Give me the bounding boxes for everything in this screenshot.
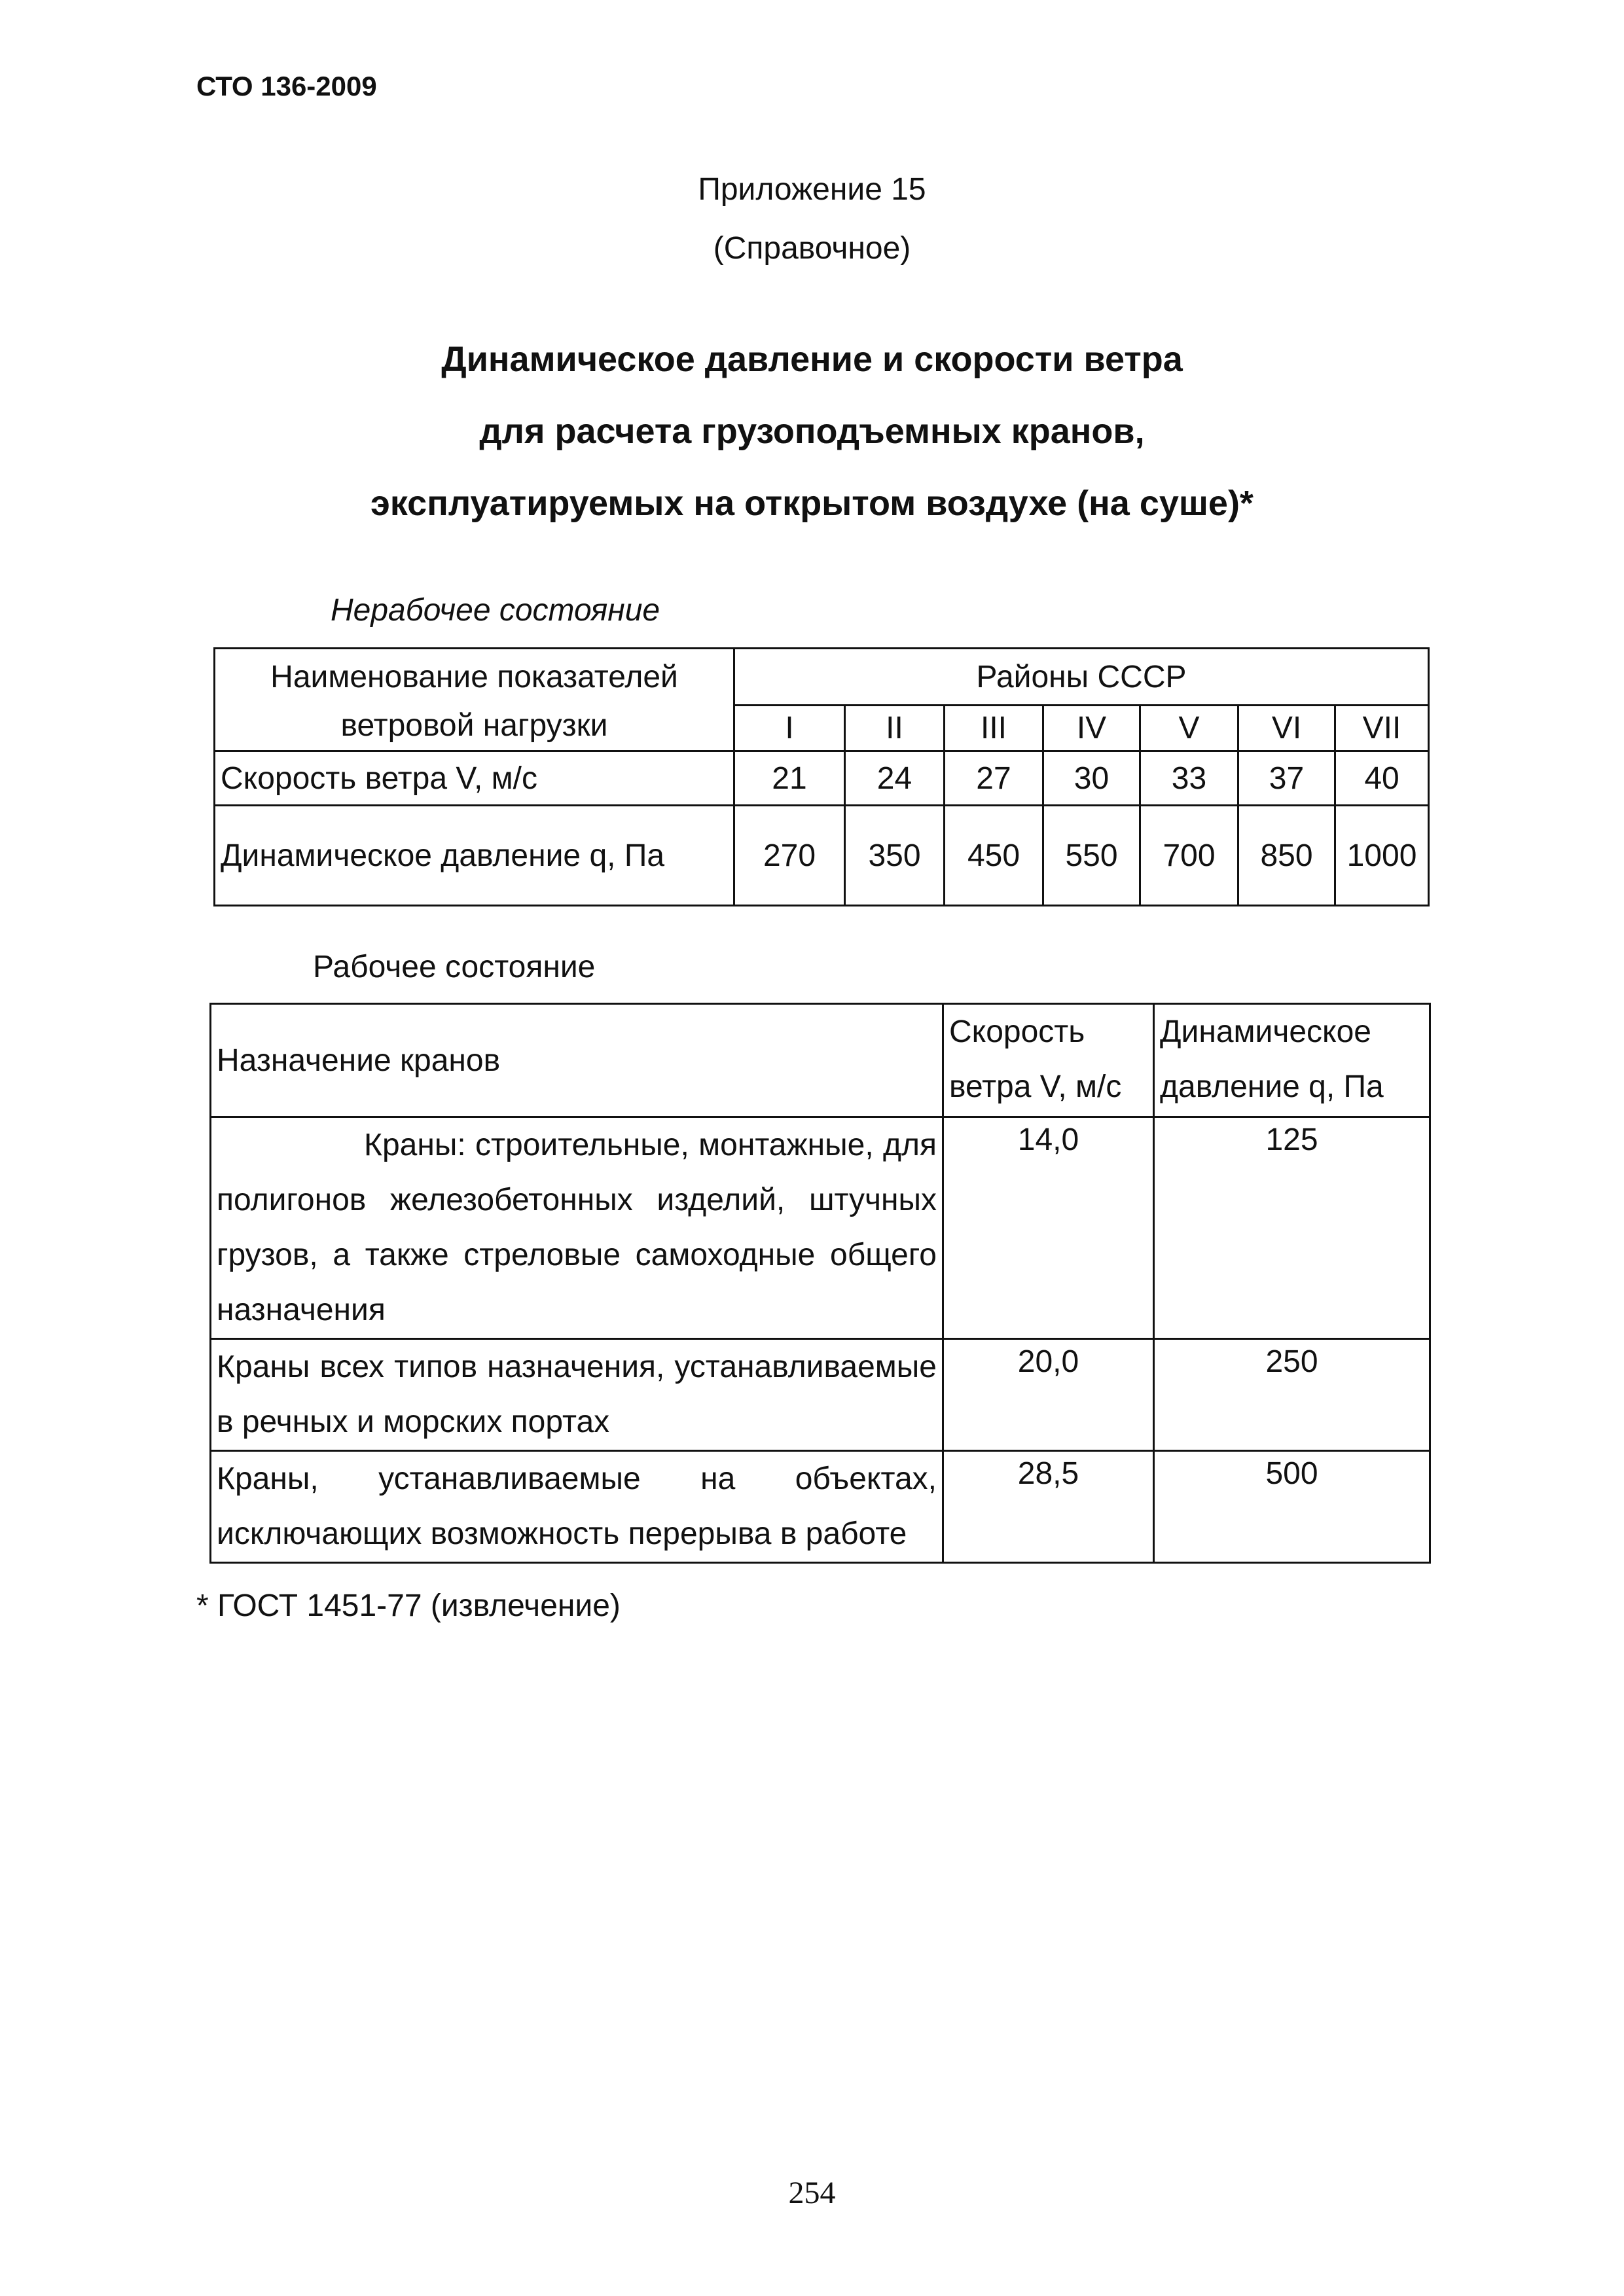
purpose-cell: Краны, устанавливаемые на объектах, исключающих возможность перерыва в работе [211, 1451, 943, 1563]
table-cell: 27 [945, 751, 1043, 806]
pressure-header: Динамическое давление q, Па [1154, 1004, 1430, 1117]
table-row [215, 806, 1429, 906]
row-label: Динамическое давление q, Па [215, 806, 734, 906]
region-header: III [945, 706, 1043, 751]
row-label: Скорость ветра V, м/с [215, 751, 734, 806]
nonworking-table [213, 647, 1430, 906]
table-cell: 700 [1140, 806, 1238, 906]
appendix-type: (Справочное) [713, 231, 911, 266]
table-cell: 550 [1043, 806, 1140, 906]
page-number: 254 [788, 2176, 836, 2210]
purpose-cell [211, 1117, 943, 1339]
pressure-cell: 250 [1154, 1339, 1430, 1451]
table-row [211, 1117, 1430, 1339]
appendix-label: Приложение 15 [698, 172, 926, 207]
title-line-3: эксплуатируемых на открытом воздухе (на суше)* [370, 484, 1254, 523]
region-header: V [1140, 706, 1238, 751]
table-header-row [215, 649, 1429, 706]
pressure-cell: 500 [1154, 1451, 1430, 1563]
region-header: II [845, 706, 945, 751]
title-line-1: Динамическое давление и скорости ветра [441, 340, 1183, 379]
table-row [211, 1339, 1430, 1451]
purpose-text: Краны: строительные, монтажные, для полигонов железобетонных изделий, штучных грузов, а также стреловые самоходные общего назначения [217, 1128, 937, 1327]
table-cell: 37 [1238, 751, 1335, 806]
table-header-row [211, 1004, 1430, 1117]
table-cell: 40 [1335, 751, 1429, 806]
table-row [211, 1451, 1430, 1563]
speed-cell: 28,5 [943, 1451, 1154, 1563]
region-header: IV [1043, 706, 1140, 751]
speed-cell: 14,0 [943, 1117, 1154, 1339]
table-row [215, 751, 1429, 806]
table-cell: 24 [845, 751, 945, 806]
indicator-name-header: Наименование показателей ветровой нагрузки [215, 649, 734, 751]
working-caption: Рабочее состояние [313, 950, 596, 984]
region-header: VII [1335, 706, 1429, 751]
table-cell: 270 [734, 806, 845, 906]
purpose-cell: Краны всех типов назначения, устанавливаемые в речных и морских портах [211, 1339, 943, 1451]
working-table [209, 1003, 1431, 1564]
table-cell: 30 [1043, 751, 1140, 806]
table-cell: 1000 [1335, 806, 1429, 906]
nonworking-caption: Нерабочее состояние [331, 593, 660, 628]
region-header: I [734, 706, 845, 751]
footnote: * ГОСТ 1451-77 (извлечение) [196, 1588, 621, 1623]
table-cell: 33 [1140, 751, 1238, 806]
speed-header: Скорость ветра V, м/с [943, 1004, 1154, 1117]
regions-header: Районы СССР [734, 649, 1429, 706]
document-code: СТО 136-2009 [196, 71, 377, 101]
table-cell: 850 [1238, 806, 1335, 906]
purpose-header: Назначение кранов [211, 1004, 943, 1117]
region-header: VI [1238, 706, 1335, 751]
table-cell: 350 [845, 806, 945, 906]
title-line-2: для расчета грузоподъемных кранов, [479, 412, 1145, 451]
table-cell: 21 [734, 751, 845, 806]
pressure-cell: 125 [1154, 1117, 1430, 1339]
speed-cell: 20,0 [943, 1339, 1154, 1451]
table-cell: 450 [945, 806, 1043, 906]
